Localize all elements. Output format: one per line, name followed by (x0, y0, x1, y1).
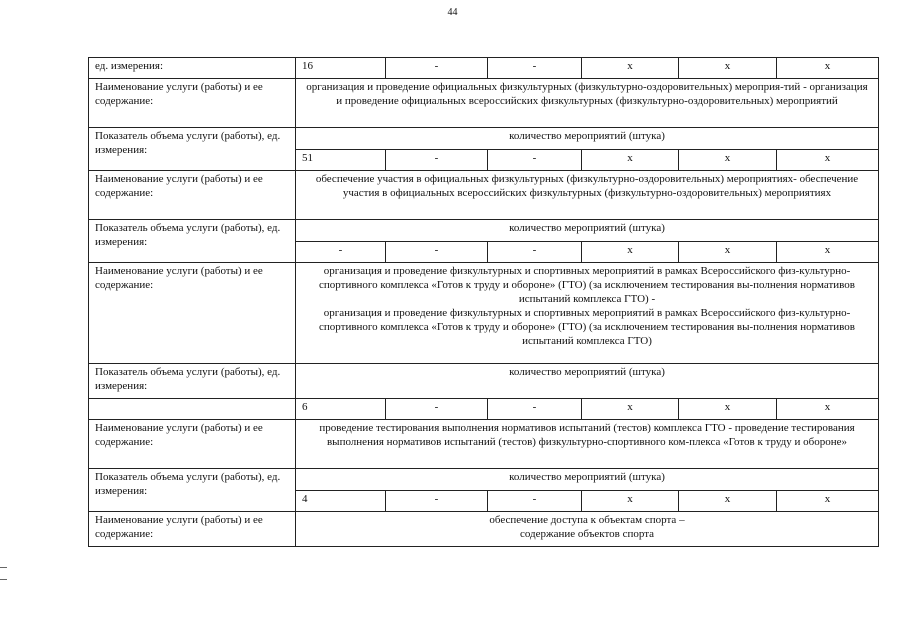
indicator-unit: количество мероприятий (штука) (296, 364, 879, 399)
volume-indicator-label: Показатель объема услуги (работы), ед. измерения: (89, 128, 296, 171)
values-row (89, 399, 879, 420)
value-cell: х (777, 399, 879, 420)
empty-label-cell (89, 399, 296, 420)
volume-indicator-label: Показатель объема услуги (работы), ед. измерения: (89, 469, 296, 512)
service-description: организация и проведение официальных физкультурных (физкультурно-оздоровительных) мероприя-тий - организация и проведение официальных всероссийских физкультурных (физкультурно-оздоровительных) мероприятий (296, 79, 879, 128)
service-name-label: Наименование услуги (работы) и ее содержание: (89, 171, 296, 220)
service-description-part: содержание объектов спорта (519, 528, 655, 540)
service-row (89, 512, 879, 547)
value-cell: 6 (296, 399, 386, 420)
indicator-row (89, 469, 879, 491)
value-cell: 16 (296, 58, 386, 79)
value-cell: х (777, 491, 879, 512)
service-row (89, 79, 879, 128)
indicator-unit: количество мероприятий (штука) (296, 220, 879, 242)
service-row (89, 171, 879, 220)
indicator-row (89, 220, 879, 242)
unit-row (89, 58, 879, 79)
value-cell: - (488, 399, 582, 420)
service-row (89, 420, 879, 469)
service-description-part: обеспечение доступа к объектам спорта – (489, 514, 685, 526)
value-cell: - (488, 242, 582, 263)
service-description-part: организация и проведение физкультурных и спортивных мероприятий в рамках Всероссийского физ-культурно-спортивного комплекса «Готов к труду и обороне» (ГТО) (за исключением тестирования вы-полнения нормативов испытаний комплекса ГТО) (319, 307, 855, 347)
value-cell: 51 (296, 150, 386, 171)
service-description-part: организация и проведение физкультурных и спортивных мероприятий в рамках Всероссийского физ-культурно-спортивного комплекса «Готов к труду и обороне» (ГТО) (за исключением тестирования вы-полнения нормативов испытаний комплекса ГТО) - (319, 265, 855, 305)
value-cell: - (386, 58, 488, 79)
service-description (296, 512, 879, 547)
value-cell: - (488, 58, 582, 79)
services-table (88, 57, 879, 547)
service-description: обеспечение участия в официальных физкультурных (физкультурно-оздоровительных) мероприятиях- обеспечение участия в официальных всероссийских физкультурных (физкультурно-оздоровительных) мероприятиях (296, 171, 879, 220)
value-cell: - (488, 150, 582, 171)
value-cell: х (679, 242, 777, 263)
indicator-unit: количество мероприятий (штука) (296, 469, 879, 491)
edge-mark (0, 579, 7, 580)
service-name-label: Наименование услуги (работы) и ее содержание: (89, 512, 296, 547)
indicator-row (89, 364, 879, 399)
value-cell: х (582, 58, 679, 79)
value-cell: х (777, 242, 879, 263)
value-cell: х (679, 399, 777, 420)
value-cell: х (679, 58, 777, 79)
service-description: проведение тестирования выполнения нормативов испытаний (тестов) комплекса ГТО - проведение тестирования выполнения нормативов испытаний (тестов) физкультурно-спортивного ком-плекса «Готов к труду и обороне» (296, 420, 879, 469)
edge-mark (0, 567, 7, 568)
value-cell: х (679, 150, 777, 171)
value-cell: х (582, 242, 679, 263)
service-name-label: Наименование услуги (работы) и ее содержание: (89, 263, 296, 364)
service-row (89, 263, 879, 364)
volume-indicator-label: Показатель объема услуги (работы), ед. измерения: (89, 220, 296, 263)
value-cell: х (777, 58, 879, 79)
value-cell: х (582, 150, 679, 171)
value-cell: - (386, 242, 488, 263)
service-name-label: Наименование услуги (работы) и ее содержание: (89, 79, 296, 128)
value-cell: - (488, 491, 582, 512)
service-description (296, 263, 879, 364)
value-cell: - (296, 242, 386, 263)
unit-label: ед. измерения: (89, 58, 296, 79)
value-cell: х (582, 491, 679, 512)
indicator-unit: количество мероприятий (штука) (296, 128, 879, 150)
value-cell: 4 (296, 491, 386, 512)
value-cell: х (582, 399, 679, 420)
value-cell: х (679, 491, 777, 512)
value-cell: - (386, 150, 488, 171)
value-cell: - (386, 491, 488, 512)
service-name-label: Наименование услуги (работы) и ее содержание: (89, 420, 296, 469)
value-cell: - (386, 399, 488, 420)
indicator-row (89, 128, 879, 150)
value-cell: х (777, 150, 879, 171)
volume-indicator-label: Показатель объема услуги (работы), ед. измерения: (89, 364, 296, 399)
page-number: 44 (447, 7, 458, 18)
